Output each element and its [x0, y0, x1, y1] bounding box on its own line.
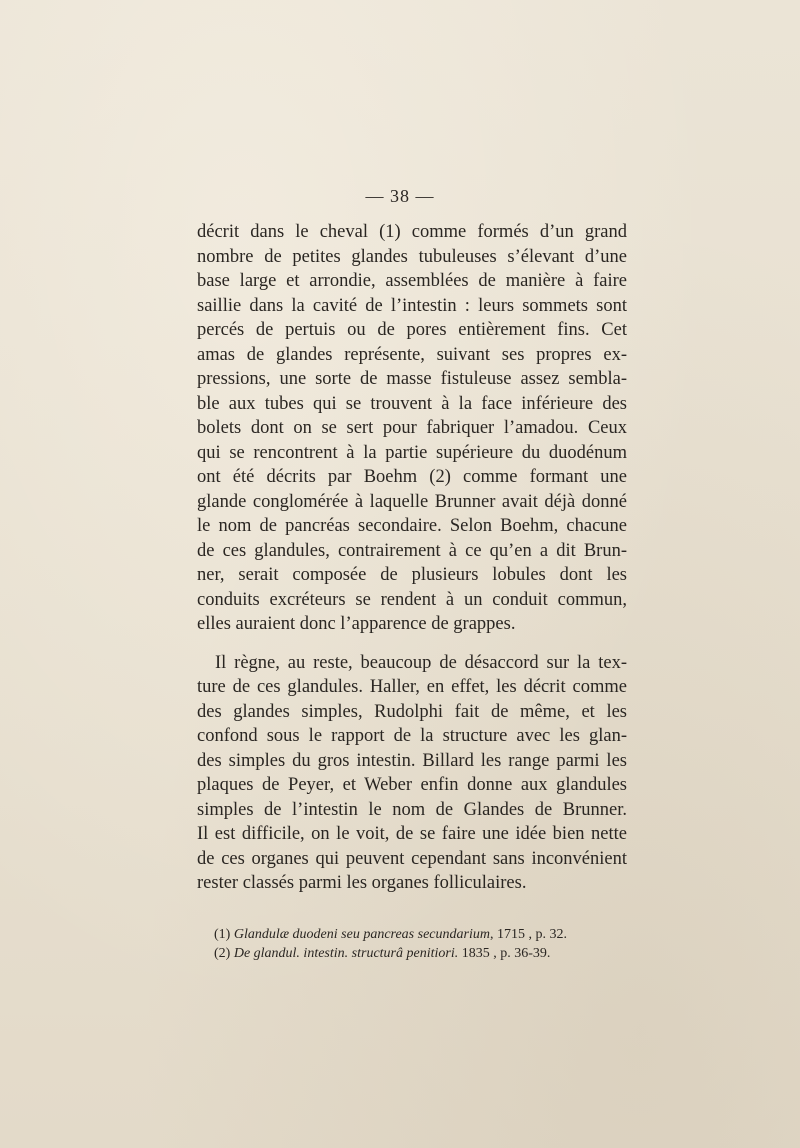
- text-line: de ces organes qui peuvent cependant sans inconvénient: [197, 848, 627, 869]
- paragraph-gap: [197, 637, 627, 651]
- text-line: ture de ces glandules. Haller, en effet, les décrit comme: [197, 677, 627, 697]
- text-line: simples de l’intestin le nom de Glandes de Brunner.: [197, 799, 627, 820]
- page-number: — 38 —: [365, 186, 435, 206]
- text-line: amas de glandes représente, suivant ses propres ex-: [197, 344, 627, 365]
- text-line: nombre de petites glandes tubuleuses s’élevant d’une: [197, 246, 627, 267]
- footnote-marker: (1): [214, 927, 231, 942]
- text-line: base large et arrondie, assemblées de manière à faire: [197, 271, 627, 291]
- text-line: décrit dans le cheval (1) comme formés d’un grand: [197, 222, 627, 242]
- text-line: percés de pertuis ou de pores entièrement fins. Cet: [197, 320, 627, 340]
- footnote-work-title: De glandul. intestin. structurâ penitiori.: [233, 946, 459, 961]
- text-line: pressions, une sorte de masse fistuleuse assez sembla-: [197, 369, 627, 389]
- footnote-citation: 1835 , p. 36-39.: [458, 946, 551, 961]
- text-line: des simples du gros intestin. Billard les range parmi les: [197, 750, 627, 771]
- footnote-1: [214, 925, 634, 944]
- text-line: qui se rencontrent à la partie supérieure du duodénum: [197, 442, 627, 463]
- text-line: saillie dans la cavité de l’intestin : leurs sommets sont: [197, 295, 627, 316]
- text-line: plaques de Peyer, et Weber enfin donne aux glandules: [197, 775, 627, 795]
- text-line: glande conglomérée à laquelle Brunner avait déjà donné: [197, 491, 627, 512]
- text-line: conduits excréteurs se rendent à un conduit commun,: [197, 589, 627, 610]
- text-line: le nom de pancréas secondaire. Selon Boehm, chacune: [197, 516, 627, 536]
- paragraph-2: [197, 651, 627, 896]
- text-line: bolets dont on se sert pour fabriquer l’amadou. Ceux: [197, 418, 627, 438]
- footnote-2: [214, 944, 634, 963]
- text-line: confond sous le rapport de la structure avec les glan-: [197, 726, 627, 746]
- text-line: Il est difficile, on le voit, de se faire une idée bien nette: [197, 824, 627, 844]
- text-line: elles auraient donc l’apparence de grappes.: [197, 614, 516, 634]
- text-line: ont été décrits par Boehm (2) comme formant une: [197, 467, 627, 487]
- body-text: [197, 220, 627, 896]
- text-line: des glandes simples, Rudolphi fait de même, et les: [197, 701, 627, 722]
- footnote-citation: , 1715 , p. 32.: [489, 927, 567, 942]
- footnote-marker: (2): [214, 946, 231, 961]
- text-line: ble aux tubes qui se trouvent à la face inférieure des: [197, 393, 627, 414]
- text-line: ner, serait composée de plusieurs lobules dont les: [197, 565, 627, 585]
- text-line: Il règne, au reste, beaucoup de désaccord sur la tex-: [215, 652, 627, 673]
- footnotes: [214, 925, 634, 963]
- text-line: rester classés parmi les organes folliculaires.: [197, 873, 527, 893]
- paragraph-1: [197, 220, 627, 637]
- footnote-work-title: Glandulæ duodeni seu pancreas secundarium: [233, 927, 490, 942]
- text-line: de ces glandules, contrairement à ce qu’en a dit Brun-: [197, 540, 627, 561]
